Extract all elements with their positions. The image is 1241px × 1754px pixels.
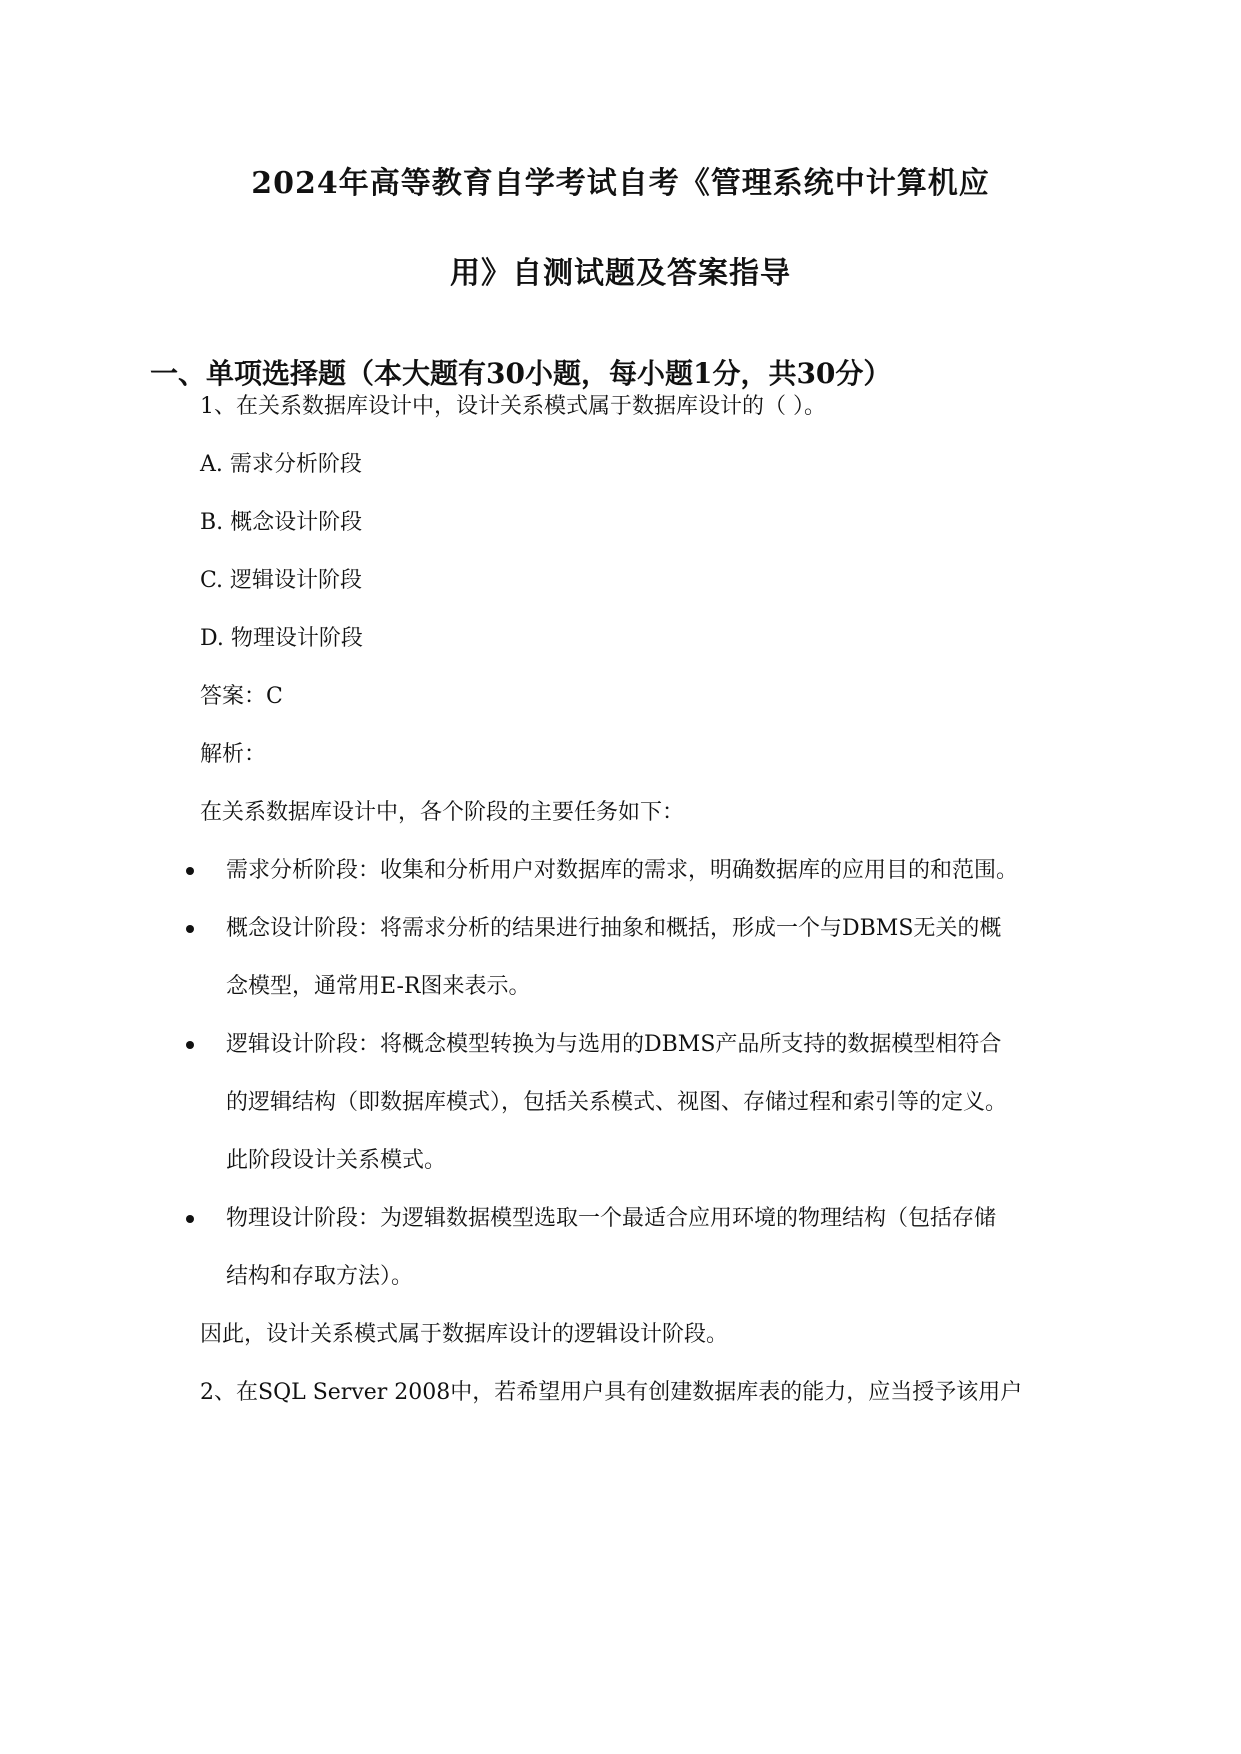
bullet-marker [186, 867, 194, 875]
question-1-stem: 1、在关系数据库设计中，设计关系模式属于数据库设计的（ ）。 [200, 394, 826, 419]
bullet-2-line-2: 念模型，通常用E-R图来表示。 [226, 974, 531, 999]
question-1-option-a: A. 需求分析阶段 [200, 452, 362, 477]
bullet-marker [186, 1215, 194, 1223]
bullet-2-line-1: 概念设计阶段：将需求分析的结果进行抽象和概括，形成一个与DBMS无关的概 [226, 916, 1002, 941]
bullet-3-line-2: 的逻辑结构（即数据库模式），包括关系模式、视图、存储过程和索引等的定义。 [226, 1090, 1008, 1115]
document-title-line-1: 2024年高等教育自学考试自考《管理系统中计算机应 [251, 166, 990, 201]
question-1-conclusion: 因此，设计关系模式属于数据库设计的逻辑设计阶段。 [200, 1322, 729, 1347]
bullet-4-line-1: 物理设计阶段：为逻辑数据模型选取一个最适合应用环境的物理结构（包括存储 [226, 1206, 997, 1231]
bullet-4-line-2: 结构和存取方法）。 [226, 1264, 414, 1289]
bullet-3-line-1: 逻辑设计阶段：将概念模型转换为与选用的DBMS产品所支持的数据模型相符合 [226, 1032, 1002, 1057]
question-2-stem: 2、在SQL Server 2008中，若希望用户具有创建数据库表的能力，应当授予该用户 [200, 1380, 1023, 1405]
bullet-marker [186, 1041, 194, 1049]
bullet-marker [186, 925, 194, 933]
bullet-3-line-3: 此阶段设计关系模式。 [226, 1148, 447, 1173]
document-title-line-2: 用》自测试题及答案指导 [450, 256, 791, 291]
question-1-option-d: D. 物理设计阶段 [200, 626, 363, 651]
bullet-1-line-1: 需求分析阶段：收集和分析用户对数据库的需求，明确数据库的应用目的和范围。 [226, 858, 1019, 883]
section-heading: 一、单项选择题（本大题有30小题，每小题1分，共30分） [150, 357, 892, 390]
question-1-analysis-label: 解析： [200, 742, 267, 767]
question-1-option-b: B. 概念设计阶段 [200, 510, 363, 535]
question-1-answer: 答案：C [200, 684, 283, 709]
question-1-option-c: C. 逻辑设计阶段 [200, 568, 363, 593]
question-1-analysis-intro: 在关系数据库设计中，各个阶段的主要任务如下： [200, 800, 685, 825]
